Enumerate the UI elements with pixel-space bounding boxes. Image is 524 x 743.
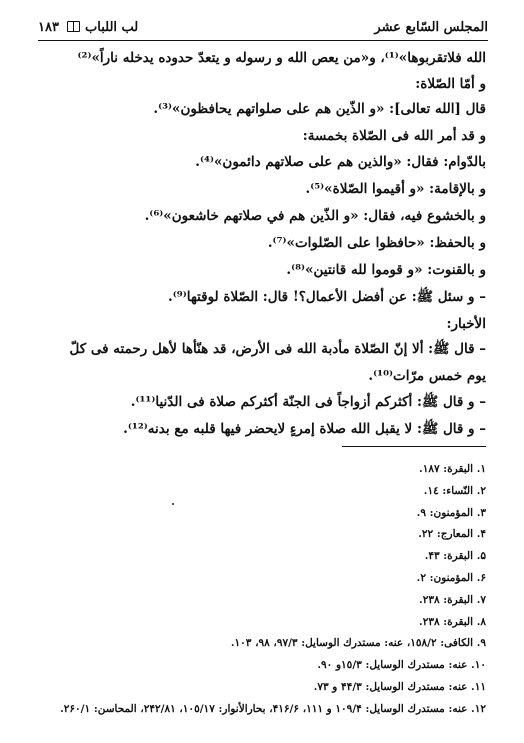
footnote: ١. البقرة: ١٨٧. <box>419 463 486 475</box>
text-line: و قد أمر الله فى الصّلاة بخمسة: <box>302 128 486 144</box>
main-text <box>40 46 486 444</box>
footnote: ١٠. عنه: مستدرك الوسايل: ١٥/٣و ٩٠. <box>317 659 486 672</box>
book-icon <box>67 21 80 32</box>
text-line: الله فلاتقربوها»⁽¹⁾، و«من يعص الله و رسوله و يتعدّ حدوده يدخله ناراً»⁽²⁾ <box>77 50 486 66</box>
footnote: ٨. البقرة: ٢٣٨. <box>419 615 486 628</box>
book-title: لب اللباب <box>85 20 139 35</box>
footnote: ٣. المؤمنون: ٩. <box>416 506 486 519</box>
text-line: – قال ﷺ: ألا إنّ الصّلاة مأدبة الله فى الأرض، قد هنّأها لأهل رحمته فى كلّ <box>69 341 486 357</box>
header-divider <box>38 40 488 41</box>
footnote: ١٢. عنه: مستدرك الوسايل: ١٠٩/۴ و ١١١، ۴١۶/۶، بحارالأنوار: ١٠٥/١٧، ٢۴٢/٨١، المحاسن: ٢۶٠/١. <box>60 702 486 715</box>
footnote: ۶. المؤمنون: ٢. <box>416 571 486 584</box>
page-header <box>38 16 488 40</box>
text-line: و بالحفظ: «حافظوا على الصّلوات»⁽⁷⁾. <box>267 234 486 251</box>
text-line: يوم خمس مرّات⁽¹⁰⁾. <box>368 368 486 384</box>
header-left <box>38 20 138 35</box>
footnote: ۵. البقرة: ۴٣. <box>424 550 486 563</box>
footnote: ۴. المعارج: ٢٢. <box>418 528 486 541</box>
section-heading-reports: الأخبار: <box>446 315 486 332</box>
footnote: ٧. البقرة: ٢٣٨. <box>419 593 486 606</box>
section-heading-prayer: و أمّا الصّلاة: <box>415 75 486 92</box>
footnote: ٩. الكافى: ١٥٨/٢، عنه: مستدرك الوسايل: ٩٧/٣، ٩٨، ١٠٣. <box>230 637 486 650</box>
text-line: و بالإقامة: «و أقيموا الصّلاة»⁽⁵⁾. <box>305 180 486 197</box>
chapter-title: المجلس السّابع عشر <box>374 20 488 35</box>
text-line: بالدّوام: فقال: «والذين هم على صلاتهم دائمون»⁽⁴⁾. <box>195 153 486 170</box>
text-line: و بالخشوع فيه، فقال: «و الذّين هم في صلاتهم خاشعون»⁽⁶⁾. <box>144 207 486 224</box>
footnotes <box>34 459 486 721</box>
text-line: – و سئل ﷺ: عن أفضل الأعمال؟! قال: الصّلاة لوقتها⁽⁹⁾. <box>168 288 486 305</box>
text-line: – و قال ﷺ: لا يقبل الله صلاة إمرءٍ لايحضر فيها قلبه مع بدنه⁽¹²⁾. <box>123 420 486 437</box>
footnote: ٢. النّساء: ١٤. <box>423 484 486 497</box>
footnote: ١١. عنه: مستدرك الوسايل: ۴۴/٣ و ٧٣. <box>313 680 486 693</box>
text-line: قال [الله تعالى]: «و الذّين هم على صلواتهم يحافظون»⁽³⁾. <box>153 101 486 117</box>
footnote-divider <box>342 446 486 447</box>
text-line: – و قال ﷺ: أكثركم أزواجاً فى الجنّة أكثركم صلاة فى الدّنيا⁽¹¹⁾. <box>130 393 486 410</box>
page-number: ١٨٣ <box>38 20 59 35</box>
text-line: و بالقنوت: «و قوموا لله قانتين»⁽⁸⁾. <box>286 261 486 278</box>
